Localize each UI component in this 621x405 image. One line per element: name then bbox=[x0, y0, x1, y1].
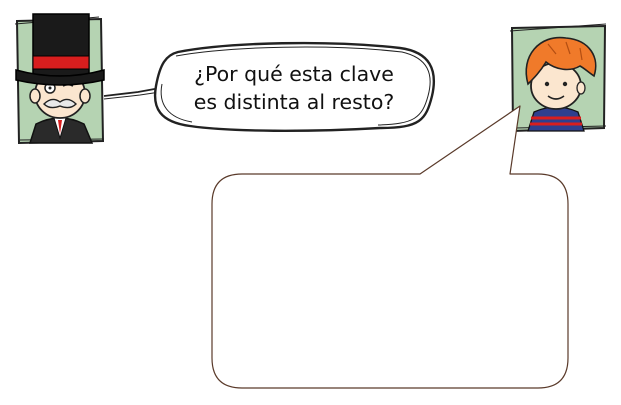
question-text bbox=[176, 60, 412, 116]
answer-bubble bbox=[212, 106, 568, 388]
boy-portrait bbox=[510, 24, 606, 131]
professor-portrait bbox=[15, 14, 104, 143]
question-line-1: ¿Por qué esta clave bbox=[194, 62, 394, 86]
bubble-connector bbox=[104, 88, 160, 96]
question-line-2: es distinta al resto? bbox=[193, 90, 395, 114]
top-hat-band bbox=[33, 56, 89, 69]
